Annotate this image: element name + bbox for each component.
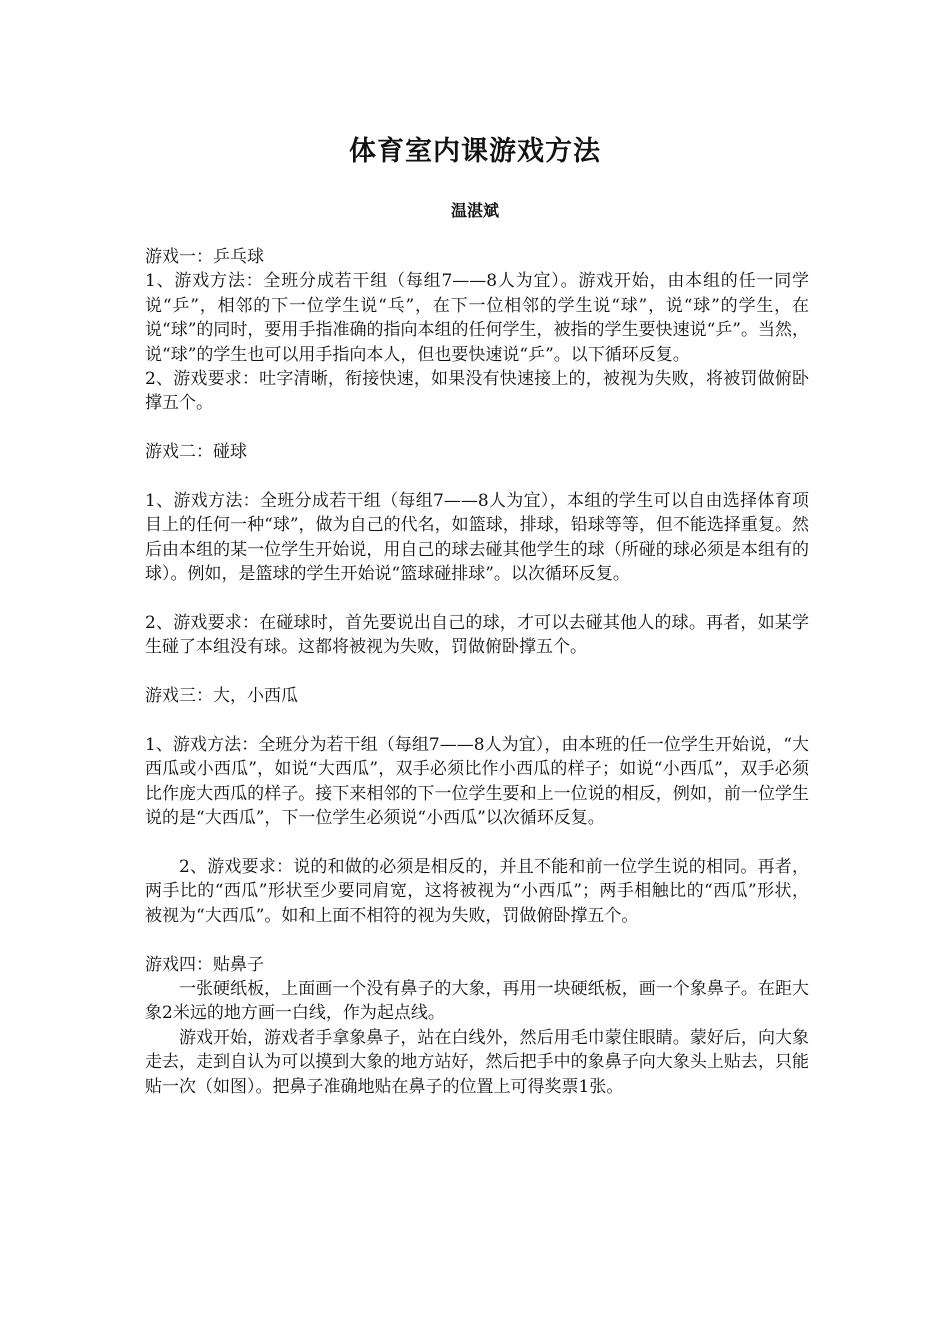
game3-method: 1、游戏方法：全班分为若干组（每组7——8人为宜），由本班的任一位学生开始说，“大西瓜或小西瓜”，如说“大西瓜”，双手必须比作小西瓜的样子；如说“小西瓜”，双手必须比作庞大西瓜的样子。接下来相邻的下一位学生要和上一位说的相反，例如，前一位学生说的是“大西瓜”，下一位学生必须说“小西瓜”以次循环反复。: [145, 735, 809, 829]
spacer: [145, 831, 809, 855]
game4-heading: 游戏四：贴鼻子: [145, 954, 264, 975]
document-body: [145, 245, 809, 1099]
spacer: [145, 587, 809, 611]
game2-method: 1、游戏方法：全班分成若干组（每组7——8人为宜），本组的学生可以自由选择体育项目上的任何一种“球”，做为自己的代名，如篮球，排球，铅球等等，但不能选择重复。然后由本组的某一位学生开始说，用自己的球去碰其他学生的球（所碰的球必须是本组有的球）。例如，是篮球的学生开始说“篮球碰排球”。以次循环反复。: [145, 491, 809, 585]
game1-heading: 游戏一：乒乓球: [145, 247, 264, 267]
spacer: [145, 416, 809, 440]
game2-heading: 游戏二：碰球: [145, 442, 247, 463]
spacer: [145, 660, 809, 684]
spacer: [145, 709, 809, 733]
document-title: 体育室内课游戏方法: [349, 136, 601, 167]
document-author: 温湛斌: [450, 201, 499, 220]
game1-method: 1、游戏方法：全班分成若干组（每组7——8人为宜）。游戏开始，由本组的任一同学说“乒”，相邻的下一位学生说“乓”，在下一位相邻的学生说“球”，说“球”的学生，在说“球”的同时，要用手指准确的指向本组的任何学生，被指的学生要快速说“乒”。当然，说“球”的学生也可以用手指向本人，但也要快速说“乒”。以下循环反复。: [145, 271, 809, 365]
game1-rules: 2、游戏要求：吐字清晰，衔接快速，如果没有快速接上的，被视为失败，将被罚做俯卧撑五个。: [145, 369, 809, 414]
spacer: [145, 465, 809, 489]
game3-heading: 游戏三：大，小西瓜: [145, 686, 298, 707]
game4-para2: 游戏开始，游戏者手拿象鼻子，站在白线外，然后用毛巾蒙住眼睛。蒙好后，向大象走去，走到自认为可以摸到大象的地方站好，然后把手中的象鼻子向大象头上贴去，只能贴一次（如图）。把鼻子准确地贴在鼻子的位置上可得奖票1张。: [145, 1027, 809, 1097]
spacer: [145, 928, 809, 952]
game2-rules: 2、游戏要求：在碰球时，首先要说出自己的球，才可以去碰其他人的球。再者，如某学生碰了本组没有球。这都将被视为失败，罚做俯卧撑五个。: [145, 613, 809, 658]
game4-para1: 一张硬纸板，上面画一个没有鼻子的大象，再用一块硬纸板，画一个象鼻子。在距大象2米远的地方画一白线，作为起点线。: [145, 979, 809, 1024]
game3-rules: 2、游戏要求：说的和做的必须是相反的，并且不能和前一位学生说的相同。再者，两手比的“西瓜”形状至少要同肩宽，这将被视为“小西瓜”；两手相触比的“西瓜”形状，被视为“大西瓜”。如和上面不相符的视为失败，罚做俯卧撑五个。: [145, 857, 809, 926]
